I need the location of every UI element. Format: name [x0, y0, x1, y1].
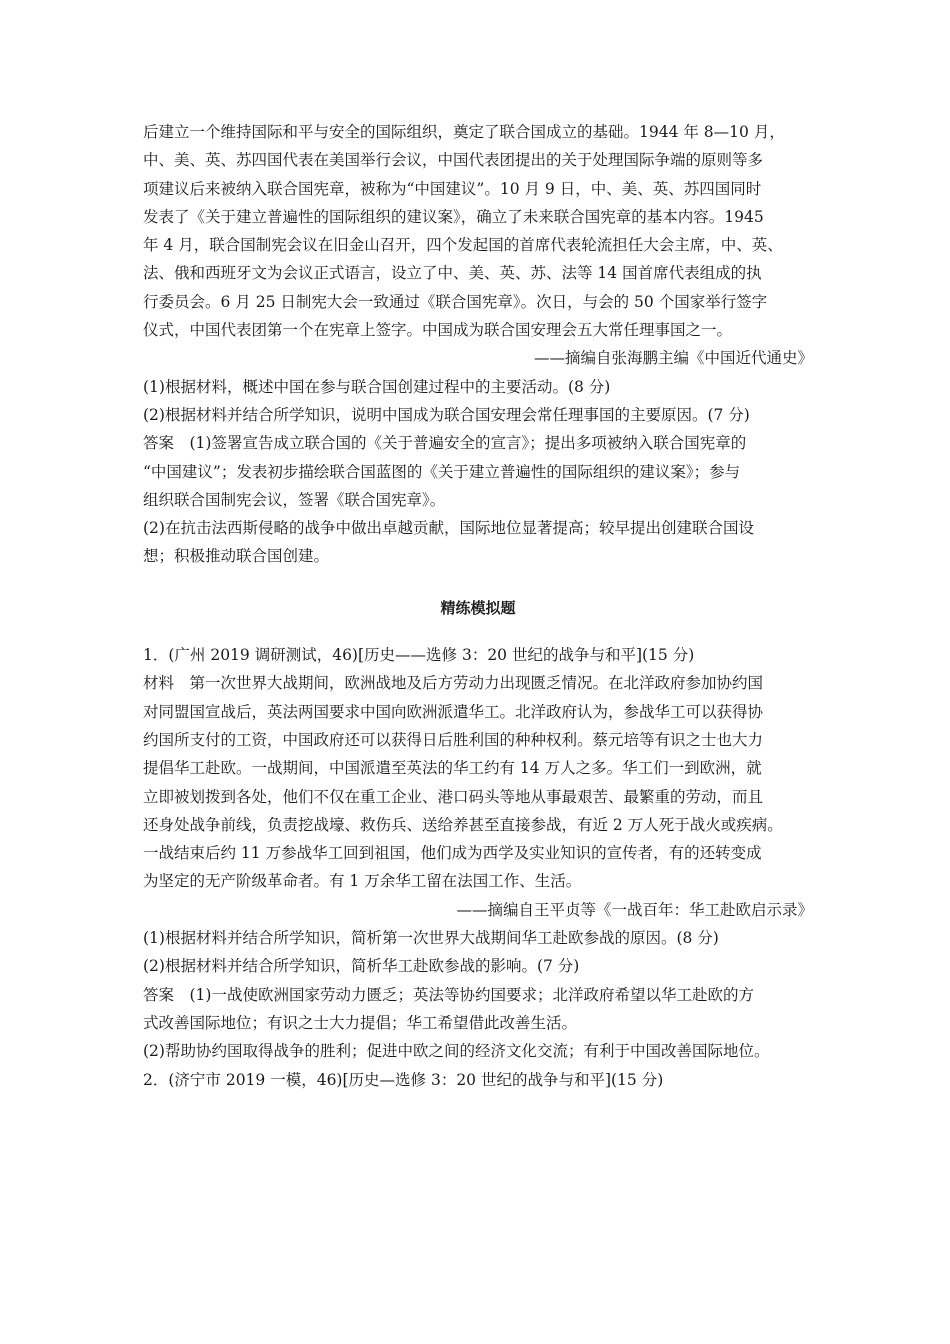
answer-line: 式改善国际地位；有识之士大力提倡；华工希望借此改善生活。 [143, 1013, 578, 1032]
material-line: 为坚定的无产阶级革命者。有 1 万余华工留在法国工作、生活。 [143, 872, 582, 891]
answer-line: 答案 (1)一战使欧洲国家劳动力匮乏；英法等协约国要求；北洋政府希望以华工赴欧的方 [143, 985, 754, 1004]
item-1-question-2: (2)根据材料并结合所学知识，简析华工赴欧参战的影响。(7 分) [143, 957, 580, 976]
answer-1-line: “中国建议”；发表初步描绘联合国蓝图的《关于建立普遍性的国际组织的建议案》；参与 [143, 462, 741, 481]
passage-1-line: 行委员会。6 月 25 日制宪大会一致通过《联合国宪章》。次日，与会的 50 个国家举行签字 [143, 292, 768, 311]
passage-1-line: 法、俄和西班牙文为会议正式语言，设立了中、美、英、苏、法等 14 国首席代表组成的执 [143, 264, 762, 283]
passage-1 [143, 118, 813, 344]
section-heading: 精练模拟题 [440, 598, 516, 617]
material-line: 一战结束后约 11 万参战华工回到祖国，他们成为西学及实业知识的宣传者，有的还转变成 [143, 844, 762, 863]
answer-line: (2)帮助协约国取得战争的胜利；促进中欧之间的经济文化交流；有利于中国改善国际地位。 [143, 1042, 770, 1061]
question-1-1: (1)根据材料，概述中国在参与联合国创建过程中的主要活动。(8 分) [143, 377, 611, 396]
passage-1-line: 年 4 月，联合国制宪会议在旧金山召开，四个发起国的首席代表轮流担任大会主席，中、英、 [143, 236, 783, 255]
passage-1-line: 项建议后来被纳入联合国宪章，被称为“中国建议”。10 月 9 日，中、美、英、苏四国同时 [143, 179, 762, 198]
material-line: 约国所支付的工资，中国政府还可以获得日后胜利国的种种权利。蔡元培等有识之士也大力 [143, 730, 764, 749]
item-2-title: 2．(济宁市 2019 一模，46)[历史—选修 3：20 世纪的战争与和平](15 分) [143, 1070, 664, 1089]
material-line: 立即被划拨到各处，他们不仅在重工企业、港口码头等地从事最艰苦、最繁重的劳动，而且 [143, 787, 764, 806]
material-line: 对同盟国宣战后，英法两国要求中国向欧洲派遣华工。北洋政府认为，参战华工可以获得协 [143, 702, 764, 721]
passage-1-line: 中、美、英、苏四国代表在美国举行会议，中国代表团提出的关于处理国际争端的原则等多 [143, 151, 764, 170]
answer-1-line: 组织联合国制宪会议，签署《联合国宪章》。 [143, 490, 446, 509]
item-1-question-1: (1)根据材料并结合所学知识，简析第一次世界大战期间华工赴欧参战的原因。(8 分) [143, 929, 719, 948]
answer-1 [143, 429, 813, 570]
passage-1-source: ——摘编自张海鹏主编《中国近代通史》 [533, 349, 813, 368]
passage-1-line: 后建立一个维持国际和平与安全的国际组织，奠定了联合国成立的基础。1944 年 8—10 月， [143, 123, 785, 141]
material-line: 材料 第一次世界大战期间，欧洲战地及后方劳动力出现匮乏情况。在北洋政府参加协约国 [143, 674, 764, 693]
passage-1-line: 仪式，中国代表团第一个在宪章上签字。中国成为联合国安理会五大常任理事国之一。 [143, 321, 733, 340]
material-line: 提倡华工赴欧。一战期间，中国派遣至英法的华工约有 14 万人之多。华工们一到欧洲，就 [143, 759, 762, 778]
passage-1-line: 发表了《关于建立普遍性的国际组织的建议案》，确立了未来联合国宪章的基本内容。1945 [143, 207, 764, 226]
question-1-2: (2)根据材料并结合所学知识，说明中国成为联合国安理会常任理事国的主要原因。(7 分) [143, 405, 750, 424]
item-1-answer [143, 981, 813, 1066]
material-line: 还身处战争前线，负责挖战壕、救伤兵、送给养甚至直接参战，有近 2 万人死于战火或疾病。 [143, 815, 783, 834]
item-1-source: ——摘编自王平贞等《一战百年：华工赴欧启示录》 [456, 900, 813, 919]
document-page [143, 118, 813, 1094]
item-1-title: 1．(广州 2019 调研测试，46)[历史——选修 3：20 世纪的战争与和平](15 分) [143, 646, 695, 665]
answer-1-line: (2)在抗击法西斯侵略的战争中做出卓越贡献，国际地位显著提高；较早提出创建联合国设 [143, 519, 754, 538]
answer-1-line: 想；积极推动联合国创建。 [143, 547, 330, 566]
item-1-material [143, 669, 813, 895]
answer-1-line: 答案 (1)签署宣告成立联合国的《关于普遍安全的宣言》；提出多项被纳入联合国宪章的 [143, 434, 747, 453]
